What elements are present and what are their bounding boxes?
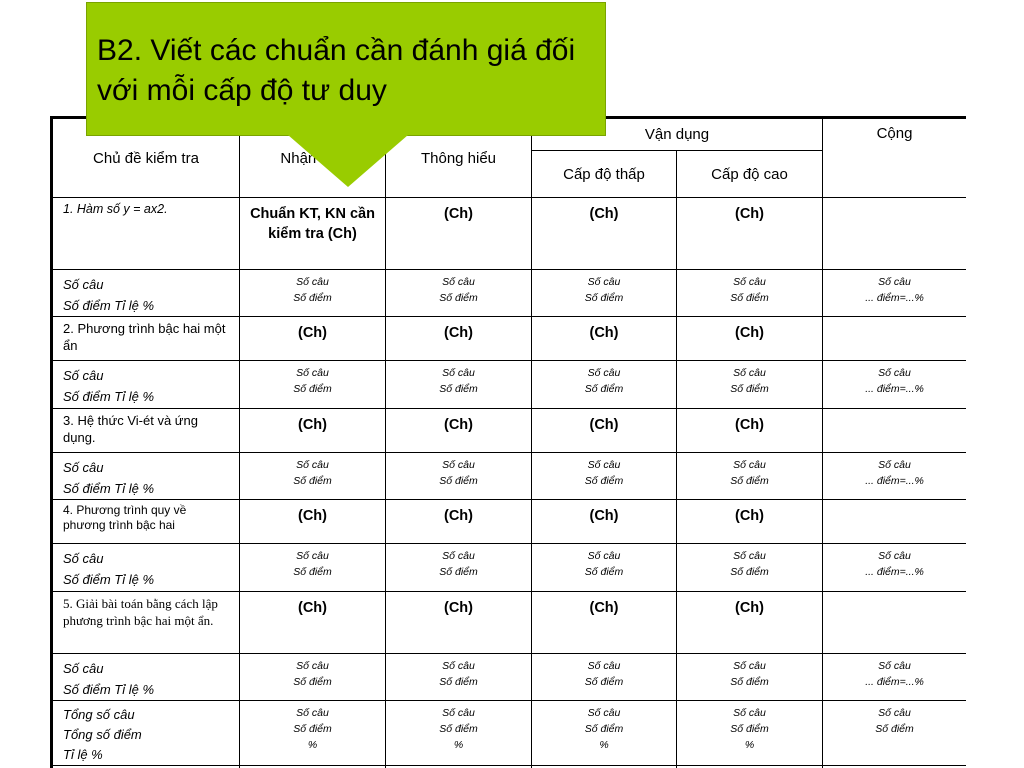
cap-do-thap-cell: (Ch): [532, 409, 677, 453]
topic-label: 2. Phương trình bậc hai một ẩn: [52, 317, 240, 361]
score-row: [52, 270, 967, 317]
topic-row: [52, 500, 967, 544]
cap-do-cao-cell: (Ch): [677, 317, 823, 361]
cong-cell: [823, 317, 966, 361]
thong-hieu-cell: (Ch): [386, 317, 532, 361]
total-cell: Số câu Số điểm %: [677, 701, 823, 766]
total-cell: Số câu Số điểm %: [386, 701, 532, 766]
score-cell: Số câu Số điểm: [532, 544, 677, 592]
score-cell: Số câu Số điểm: [677, 654, 823, 701]
score-cell: Số câu Số điểm: [532, 453, 677, 500]
cong-score-cell: Số câu ... điểm=...%: [823, 270, 966, 317]
score-cell: Số câu Số điểm: [240, 361, 386, 409]
score-cell: Số câu Số điểm: [240, 544, 386, 592]
score-label: Số câu Số điểm Tỉ lệ %: [52, 544, 240, 592]
nhan-biet-cell: (Ch): [240, 409, 386, 453]
total-row: [52, 701, 967, 766]
callout-arrow-shape: [288, 135, 408, 187]
score-cell: Số câu Số điểm: [240, 453, 386, 500]
score-cell: Số câu Số điểm: [532, 270, 677, 317]
score-label: Số câu Số điểm Tỉ lệ %: [52, 453, 240, 500]
score-cell: Số câu Số điểm: [240, 654, 386, 701]
topic-row: [52, 198, 967, 270]
cong-cell: [823, 409, 966, 453]
assessment-matrix-wrap: [50, 116, 966, 768]
score-cell: Số câu Số điểm: [386, 654, 532, 701]
cong-score-cell: Số câu ... điểm=...%: [823, 361, 966, 409]
header-thong-hieu: Thông hiểu: [386, 118, 532, 198]
score-cell: Số câu Số điểm: [677, 453, 823, 500]
thong-hieu-cell: (Ch): [386, 592, 532, 654]
nhan-biet-cell: (Ch): [240, 317, 386, 361]
thong-hieu-cell: (Ch): [386, 198, 532, 270]
total-cell: Số câu Số điểm %: [240, 701, 386, 766]
topic-label: 3. Hệ thức Vi-ét và ứng dụng.: [52, 409, 240, 453]
topic-row: [52, 409, 967, 453]
cap-do-thap-cell: (Ch): [532, 592, 677, 654]
nhan-biet-cell: (Ch): [240, 500, 386, 544]
score-cell: Số câu Số điểm: [677, 270, 823, 317]
score-cell: Số câu Số điểm: [532, 654, 677, 701]
cap-do-cao-cell: (Ch): [677, 500, 823, 544]
cap-do-cao-cell: (Ch): [677, 409, 823, 453]
cong-score-cell: Số câu ... điểm=...%: [823, 544, 966, 592]
thong-hieu-cell: (Ch): [386, 500, 532, 544]
topic-label: 5. Giải bài toán bằng cách lập phương trình bậc hai một ẩn.: [52, 592, 240, 654]
nhan-biet-cell: (Ch): [240, 592, 386, 654]
cong-cell: [823, 198, 966, 270]
cap-do-cao-cell: (Ch): [677, 592, 823, 654]
topic-row: [52, 317, 967, 361]
score-cell: Số câu Số điểm: [386, 453, 532, 500]
cong-score-cell: Số câu ... điểm=...%: [823, 453, 966, 500]
score-cell: Số câu Số điểm: [240, 270, 386, 317]
header-cap-do-thap: Cấp độ thấp: [532, 151, 677, 198]
topic-label: 1. Hàm số y = ax2.: [52, 198, 240, 270]
thong-hieu-cell: (Ch): [386, 409, 532, 453]
cap-do-cao-cell: (Ch): [677, 198, 823, 270]
score-cell: Số câu Số điểm: [386, 544, 532, 592]
score-label: Số câu Số điểm Tỉ lệ %: [52, 654, 240, 701]
assessment-matrix-table: [50, 116, 966, 768]
callout-box: [86, 2, 606, 136]
total-cong-cell: Số câu Số điểm: [823, 701, 966, 766]
score-cell: Số câu Số điểm: [677, 361, 823, 409]
score-cell: Số câu Số điểm: [386, 361, 532, 409]
score-cell: Số câu Số điểm: [677, 544, 823, 592]
header-nhan-biet: Nhận biết: [240, 118, 386, 198]
header-van-dung: Vận dụng: [532, 118, 823, 151]
topic-label: 4. Phương trình quy về phương trình bậc hai: [52, 500, 240, 544]
header-topic: Chủ đề kiểm tra: [52, 118, 240, 198]
total-label: Tổng số câu Tổng số điểm Tỉ lệ %: [52, 701, 240, 766]
header-cap-do-cao: Cấp độ cao: [677, 151, 823, 198]
cap-do-thap-cell: (Ch): [532, 198, 677, 270]
total-cell: Số câu Số điểm %: [532, 701, 677, 766]
score-row: [52, 544, 967, 592]
cong-cell: [823, 592, 966, 654]
topic-row: [52, 592, 967, 654]
cap-do-thap-cell: (Ch): [532, 500, 677, 544]
cong-score-cell: Số câu ... điểm=...%: [823, 654, 966, 701]
score-label: Số câu Số điểm Tỉ lệ %: [52, 270, 240, 317]
score-label: Số câu Số điểm Tỉ lệ %: [52, 361, 240, 409]
callout-title: B2. Viết các chuẩn cần đánh giá đối với mỗi cấp độ tư duy: [97, 34, 576, 107]
score-cell: Số câu Số điểm: [386, 270, 532, 317]
score-row: [52, 361, 967, 409]
score-row: [52, 453, 967, 500]
header-cong: Cộng: [823, 118, 966, 198]
cap-do-thap-cell: (Ch): [532, 317, 677, 361]
score-cell: Số câu Số điểm: [532, 361, 677, 409]
cong-cell: [823, 500, 966, 544]
nhan-biet-cell: Chuẩn KT, KN cần kiểm tra (Ch): [240, 198, 386, 270]
score-row: [52, 654, 967, 701]
